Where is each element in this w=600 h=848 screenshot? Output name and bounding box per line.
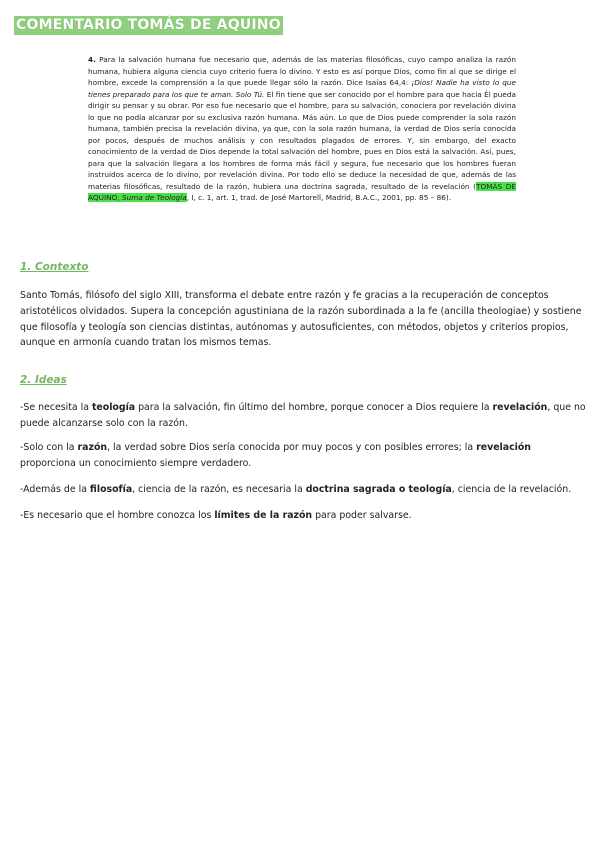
idea-item-3: -Además de la filosofía, ciencia de la razón, es necesaria la doctrina sagrada o teología, ciencia de la revelación. (20, 484, 572, 495)
idea-item-2: -Solo con la razón, la verdad sobre Dios sería conocida por muy pocos y con posibles errores; la revelación proporciona un conocimiento siempre verdadero. (20, 442, 531, 469)
section-heading-ideas: 2. Ideas (20, 374, 67, 386)
quote-text-cont: El fin tiene que ser conocido por el hombre para que hacia Él pueda dirigir su pensar y su obrar. Por eso fue necesario que el hombre, para su salvación, conociera por revelación divina lo que no podía alcanzar por su exclusiva razón humana. Más aún. Lo que de Dios puede comprender la sola razón humana, también precisa la revelación divina, ya que, con la sola razón humana, la verdad de Dios sería conocida por pocos, después de muchos análisis y con resultados plagados de errores. Y, sin embargo, del exacto conocimiento de la verdad de Dios depende la total salvación del hombre, pues en Dios está la salvación. Así, pues, para que la salvación llegara a los hombres de forma más fácil y segura, fue necesario que los hombres fueran instruidos acerca de lo divino, por revelación divina. Por todo ello se deduce la necesidad de que, además de las materias filosóficas, resultado de la razón, hubiera una doctrina sagrada, resultado de la revelación ( (88, 89, 516, 191)
quote-reference: , I, c. 1, art. 1, trad. de José Martorell, Madrid, B.A.C., 2001, pp. 85 – 86). (186, 193, 452, 202)
quote-italic-citation: ¡Dios! Nadie ha visto lo que tienes preparado para los que te aman. (88, 78, 516, 99)
highlight-source: TOMÁS DE AQUINO, Suma de Teología (88, 181, 516, 202)
contexto-paragraph: Santo Tomás, filósofo del siglo XIII, transforma el debate entre razón y fe gracias a la recuperación de conceptos aristotélicos olvidados. Supera la concepción agustiniana de la razón subordinada a la fe (ancilla theologiae) y sostiene que filosofía y teología son ciencias distintas, autónomas y autosuficientes, con métodos, objetos y criterios propios, aunque en armonía cuando tratan los mismos temas. (20, 290, 582, 349)
quote-text: Para la salvación humana fue necesario que, además de las materias filosóficas, cuyo campo analiza la razón humana, hubiera alguna ciencia cuyo criterio fuera lo divino. Y esto es así porque Dios, como fin al que se dirige el hombre, excede la comprensión a la que puede llegar sólo la razón. Dice Isaías 64,4: (88, 55, 516, 87)
section-heading-contexto: 1. Contexto (20, 261, 89, 273)
idea-item-4: -Es necesario que el hombre conozca los límites de la razón para poder salvarse. (20, 510, 412, 521)
document-title: COMENTARIO TOMÁS DE AQUINO (16, 17, 281, 33)
quote-number: 4. (88, 55, 96, 64)
quote-block (88, 54, 516, 204)
quote-italic-solo: Solo Tú. (235, 89, 265, 99)
idea-item-1: -Se necesita la teología para la salvación, fin último del hombre, porque conocer a Dios requiere la revelación, que no puede alcanzarse solo con la razón. (20, 402, 586, 429)
